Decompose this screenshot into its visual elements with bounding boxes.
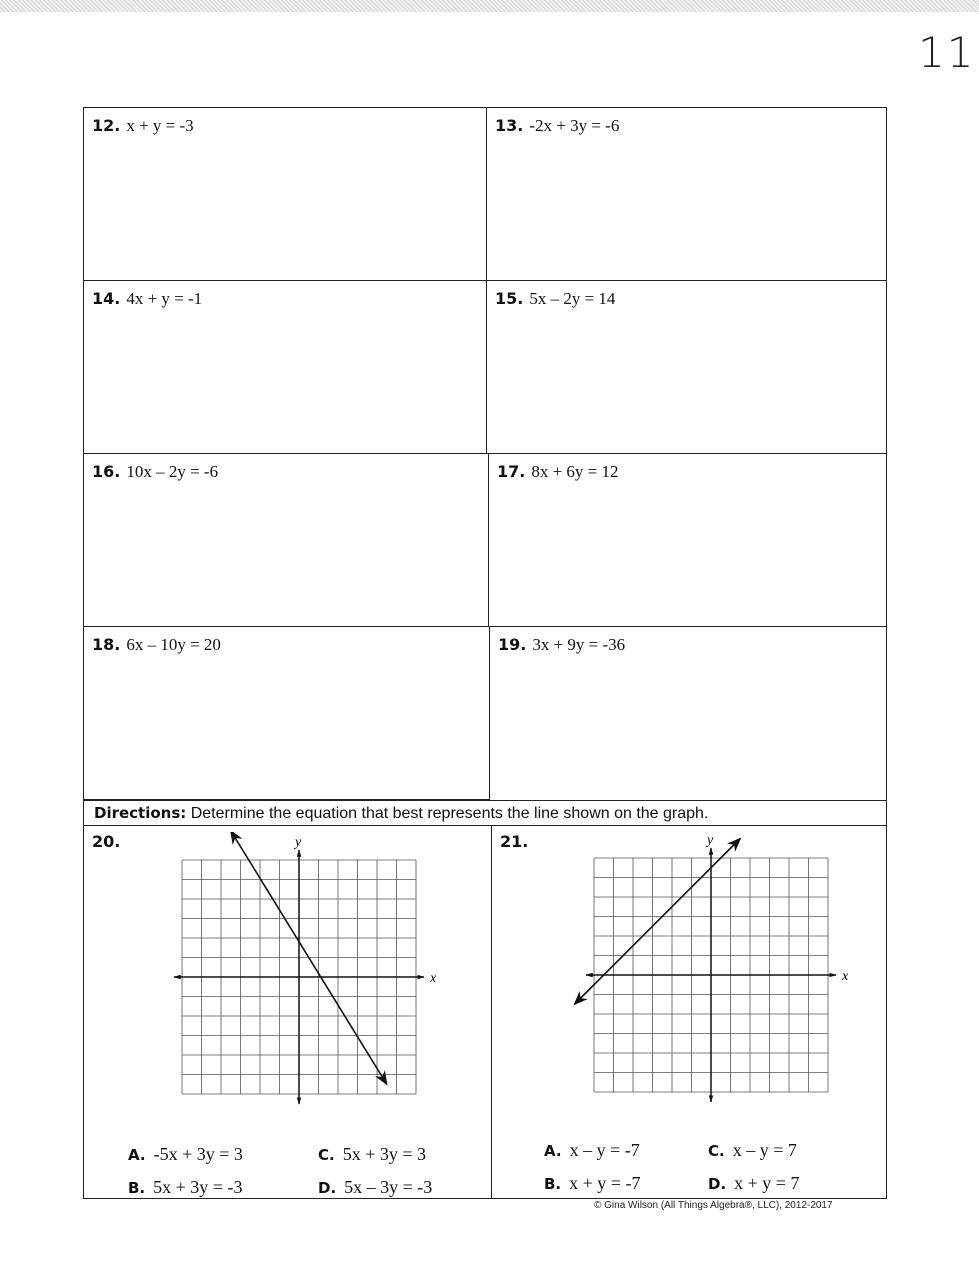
problem-number: 18. [92, 635, 121, 654]
problem-number: 20. [92, 832, 121, 851]
problem-number: 21. [500, 832, 529, 851]
problem-equation: 6x – 10y = 20 [126, 635, 221, 654]
problem-equation: x + y = -3 [126, 116, 194, 135]
problem-number: 16. [92, 462, 121, 481]
problem-equation: 10x – 2y = -6 [126, 462, 219, 481]
choice-answer: x + y = 7 [734, 1173, 800, 1193]
problem-equation: 5x – 2y = 14 [529, 289, 616, 308]
graphed-line [231, 832, 387, 1084]
choice-answer: 5x + 3y = -3 [153, 1177, 243, 1197]
choice-answer: x – y = 7 [732, 1140, 797, 1160]
choice-letter: A. [128, 1146, 146, 1164]
graph-cell-21 [492, 826, 886, 1198]
problem-equation: 3x + 9y = -36 [532, 635, 626, 654]
problem-cell-13 [487, 108, 886, 281]
coordinate-graph [556, 830, 856, 1120]
coordinate-graph [144, 832, 444, 1122]
directions-text: Determine the equation that best represents the line shown on the graph. [186, 805, 709, 822]
problem-cell-17 [489, 454, 886, 627]
graph-cell-20 [84, 826, 492, 1198]
choice-answer: 5x – 3y = -3 [344, 1177, 433, 1197]
x-axis-label: x [430, 971, 437, 986]
problem-equation: -2x + 3y = -6 [529, 116, 620, 135]
copyright-notice: © Gina Wilson (All Things Algebra®, LLC), 2012-2017 [594, 1200, 833, 1211]
graphed-line [575, 839, 741, 1005]
y-axis-label: y [295, 835, 302, 850]
choice-answer: x – y = -7 [569, 1140, 640, 1160]
y-axis-label: y [707, 833, 714, 848]
choice-c [708, 1140, 797, 1161]
choice-letter: D. [708, 1175, 727, 1193]
worksheet-table [83, 107, 887, 1199]
problem-equation: 8x + 6y = 12 [531, 462, 619, 481]
problem-cell-16 [84, 454, 489, 627]
choice-b [544, 1173, 640, 1194]
choice-c [318, 1144, 426, 1165]
problem-number: 19. [498, 635, 527, 654]
problem-cell-15 [487, 281, 886, 454]
problem-number: 12. [92, 116, 121, 135]
directions-bar [84, 800, 886, 826]
scan-top-band [0, 0, 979, 12]
x-axis-label: x [842, 969, 849, 984]
problem-number: 13. [495, 116, 524, 135]
problem-equation: 4x + y = -1 [126, 289, 203, 308]
choice-answer: 5x + 3y = 3 [342, 1144, 427, 1164]
choice-d [318, 1177, 432, 1198]
problem-cell-18 [84, 627, 490, 800]
choice-letter: B. [544, 1175, 562, 1193]
problem-number: 15. [495, 289, 524, 308]
choice-answer: x + y = -7 [569, 1173, 641, 1193]
problem-number: 17. [497, 462, 526, 481]
problem-cell-12 [84, 108, 487, 281]
choice-letter: B. [128, 1179, 146, 1197]
directions-label: Directions: [94, 804, 187, 822]
choice-a [128, 1144, 243, 1165]
choice-letter: C. [318, 1146, 335, 1164]
choice-a [544, 1140, 640, 1161]
problem-cell-14 [84, 281, 487, 454]
choice-answer: -5x + 3y = 3 [153, 1144, 243, 1164]
choice-b [128, 1177, 242, 1198]
handwritten-page-number: 11 [918, 28, 976, 77]
choice-d [708, 1173, 799, 1194]
choice-letter: D. [318, 1179, 337, 1197]
problem-number: 14. [92, 289, 121, 308]
choice-letter: C. [708, 1142, 725, 1160]
problem-cell-19 [490, 627, 886, 800]
choice-letter: A. [544, 1142, 562, 1160]
